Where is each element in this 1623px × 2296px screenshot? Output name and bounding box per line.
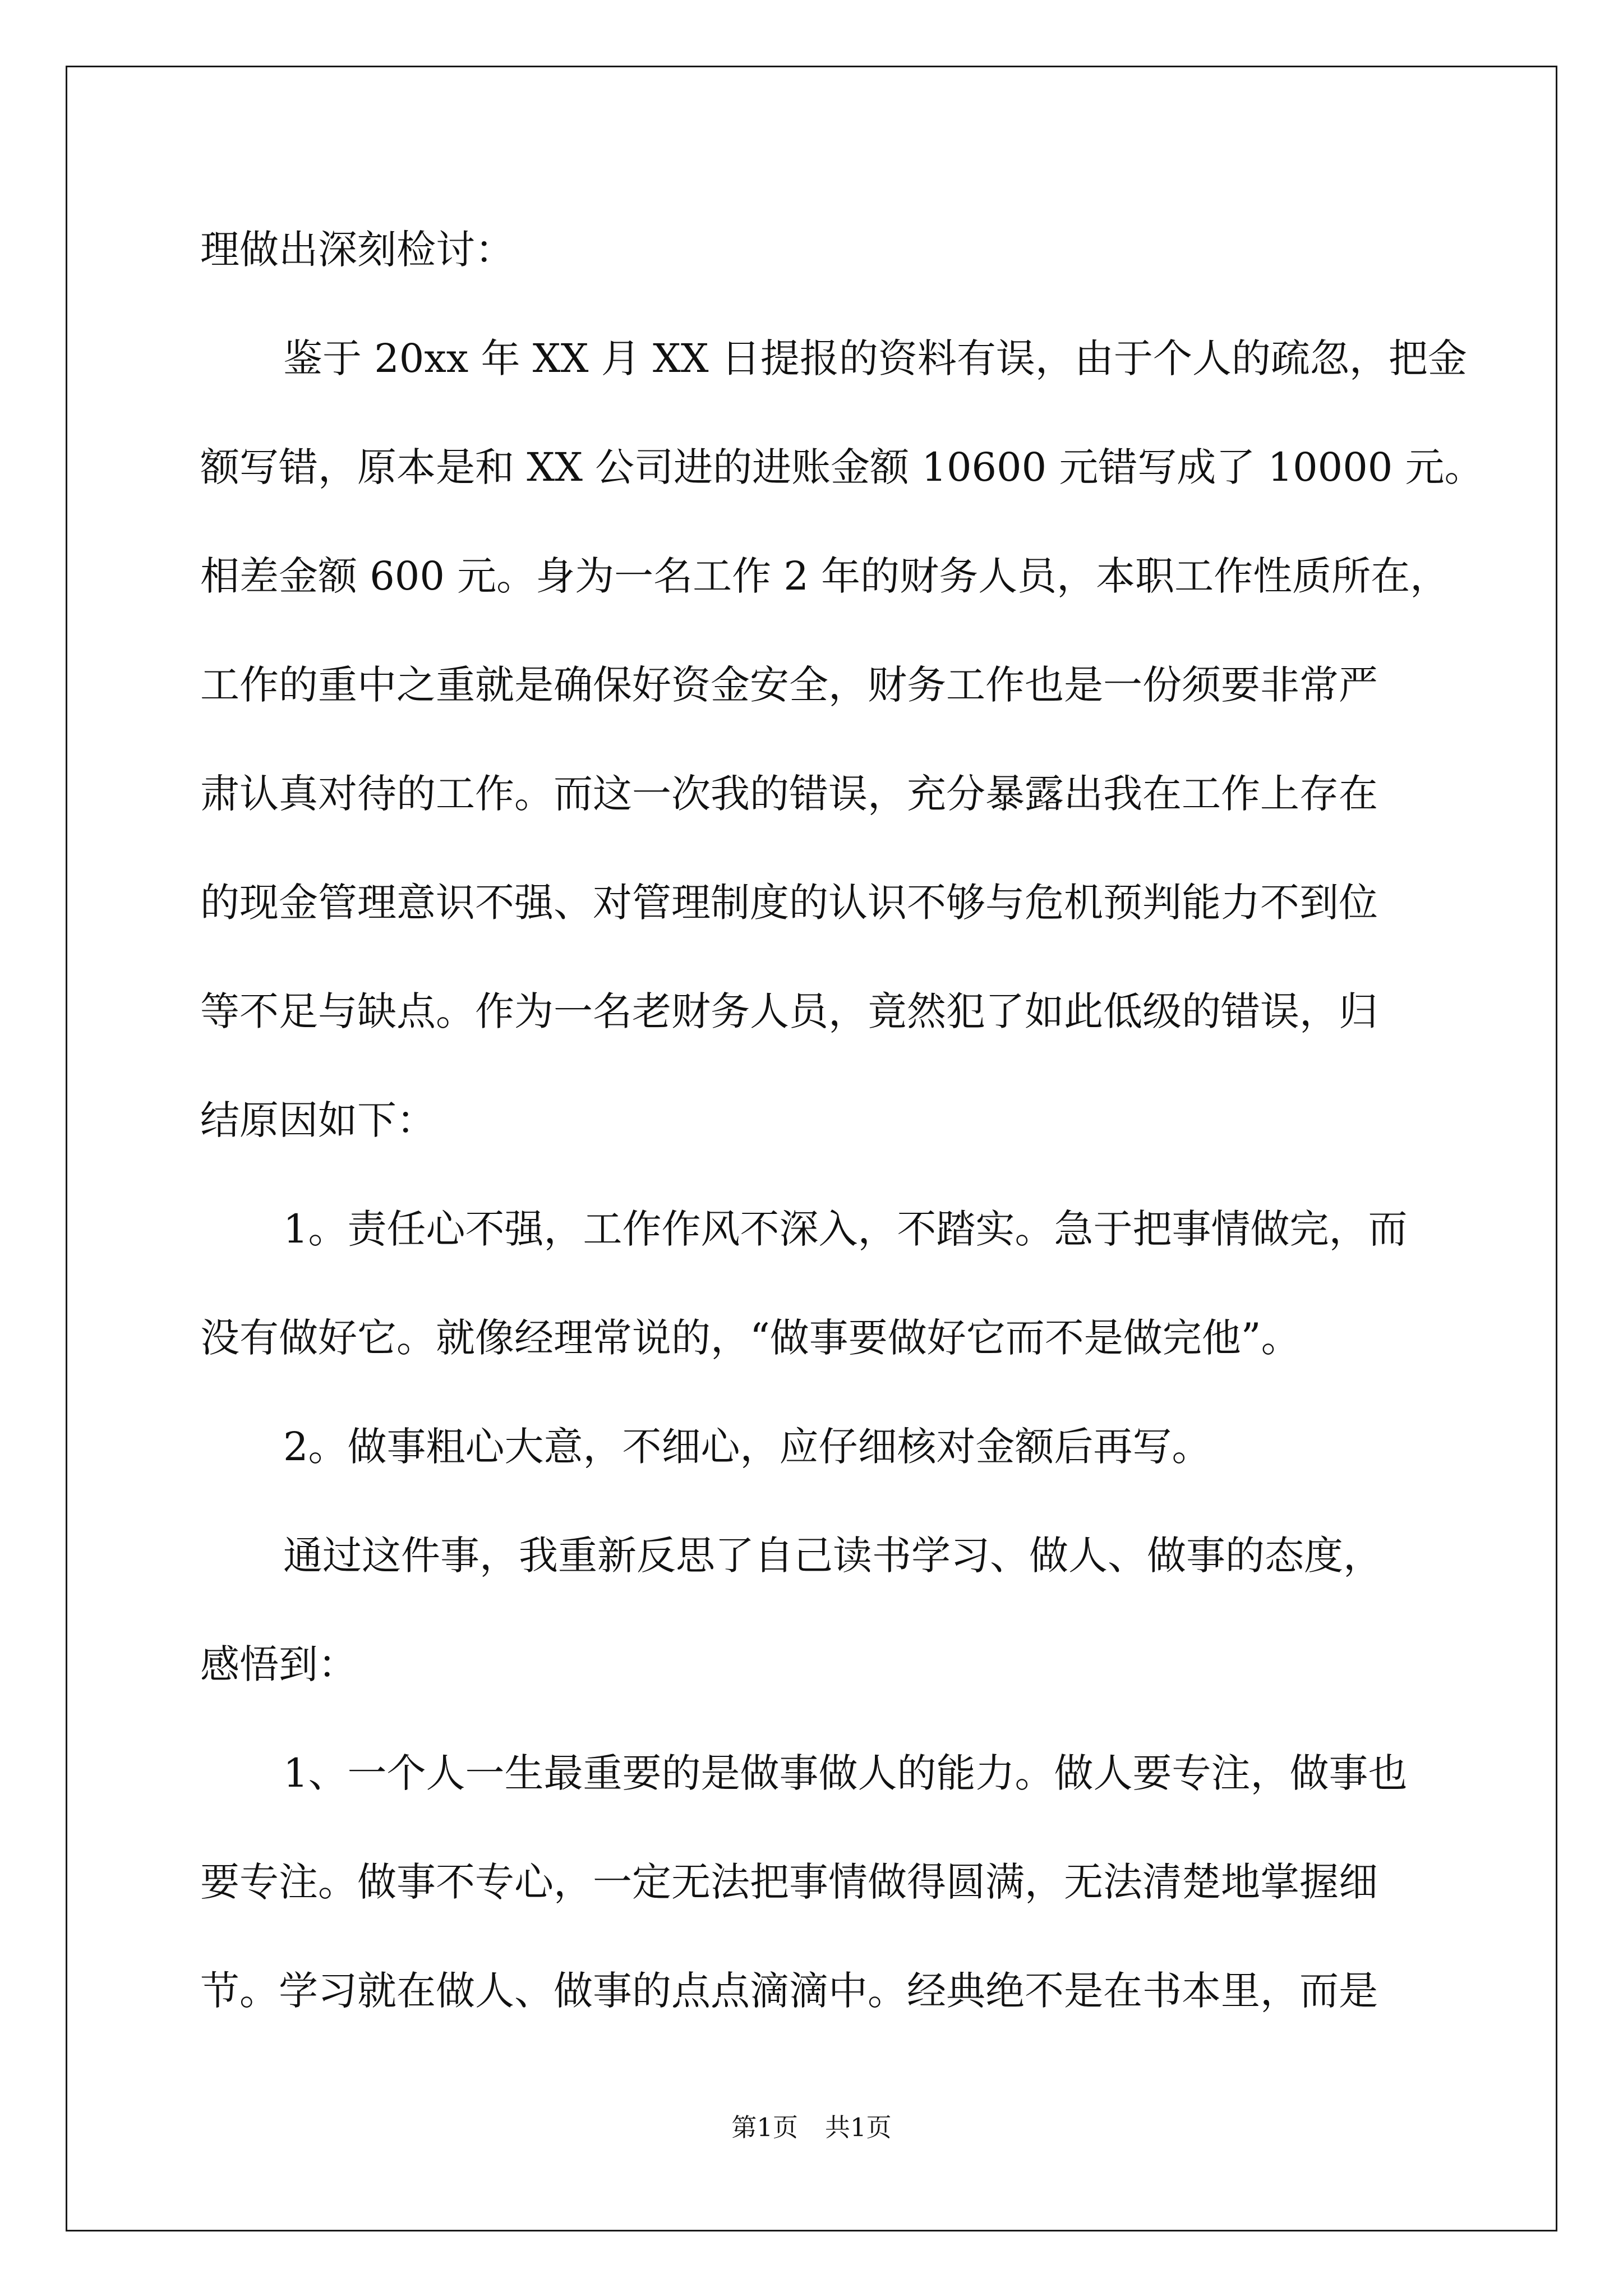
paragraph-line: 2。做事粗心大意，不细心，应仔细核对金额后再写。 (283, 1424, 1211, 1470)
page-number: 第1页 (731, 2113, 798, 2142)
paragraph-line: 肃认真对待的工作。而这一次我的错误，充分暴露出我在工作上存在 (200, 771, 1378, 817)
page-footer (0, 2107, 1623, 2143)
paragraph-line: 要专注。做事不专心，一定无法把事情做得圆满，无法清楚地掌握细 (200, 1859, 1378, 1905)
paragraph-line: 节。学习就在做人、做事的点点滴滴中。经典绝不是在书本里，而是 (200, 1968, 1378, 2014)
paragraph-line: 感悟到： (200, 1641, 357, 1687)
paragraph-line: 的现金管理意识不强、对管理制度的认识不够与危机预判能力不到位 (200, 880, 1378, 926)
paragraph-line: 1、一个人一生最重要的是做事做人的能力。做人要专注，做事也 (283, 1750, 1408, 1796)
paragraph-line: 额写错，原本是和 XX 公司进的进账金额 10600 元错写成了 10000 元。 (200, 444, 1484, 490)
total-pages: 共1页 (825, 2113, 892, 2142)
paragraph-line: 通过这件事，我重新反思了自己读书学习、做人、做事的态度， (283, 1533, 1382, 1579)
paragraph-line: 等不足与缺点。作为一名老财务人员，竟然犯了如此低级的错误，归 (200, 988, 1378, 1034)
paragraph-line: 工作的重中之重就是确保好资金安全，财务工作也是一份须要非常严 (200, 662, 1378, 708)
paragraph-line: 1。责任心不强，工作作风不深入，不踏实。急于把事情做完，而 (283, 1206, 1408, 1252)
paragraph-line: 没有做好它。就像经理常说的，“做事要做好它而不是做完他”。 (200, 1315, 1301, 1361)
paragraph-line: 相差金额 600 元。身为一名工作 2 年的财务人员，本职工作性质所在， (200, 553, 1450, 599)
paragraph-line: 理做出深刻检讨： (200, 227, 514, 273)
paragraph-line: 鉴于 20xx 年 XX 月 XX 日提报的资料有误，由于个人的疏忽，把金 (283, 335, 1467, 381)
paragraph-line: 结原因如下： (200, 1097, 436, 1143)
